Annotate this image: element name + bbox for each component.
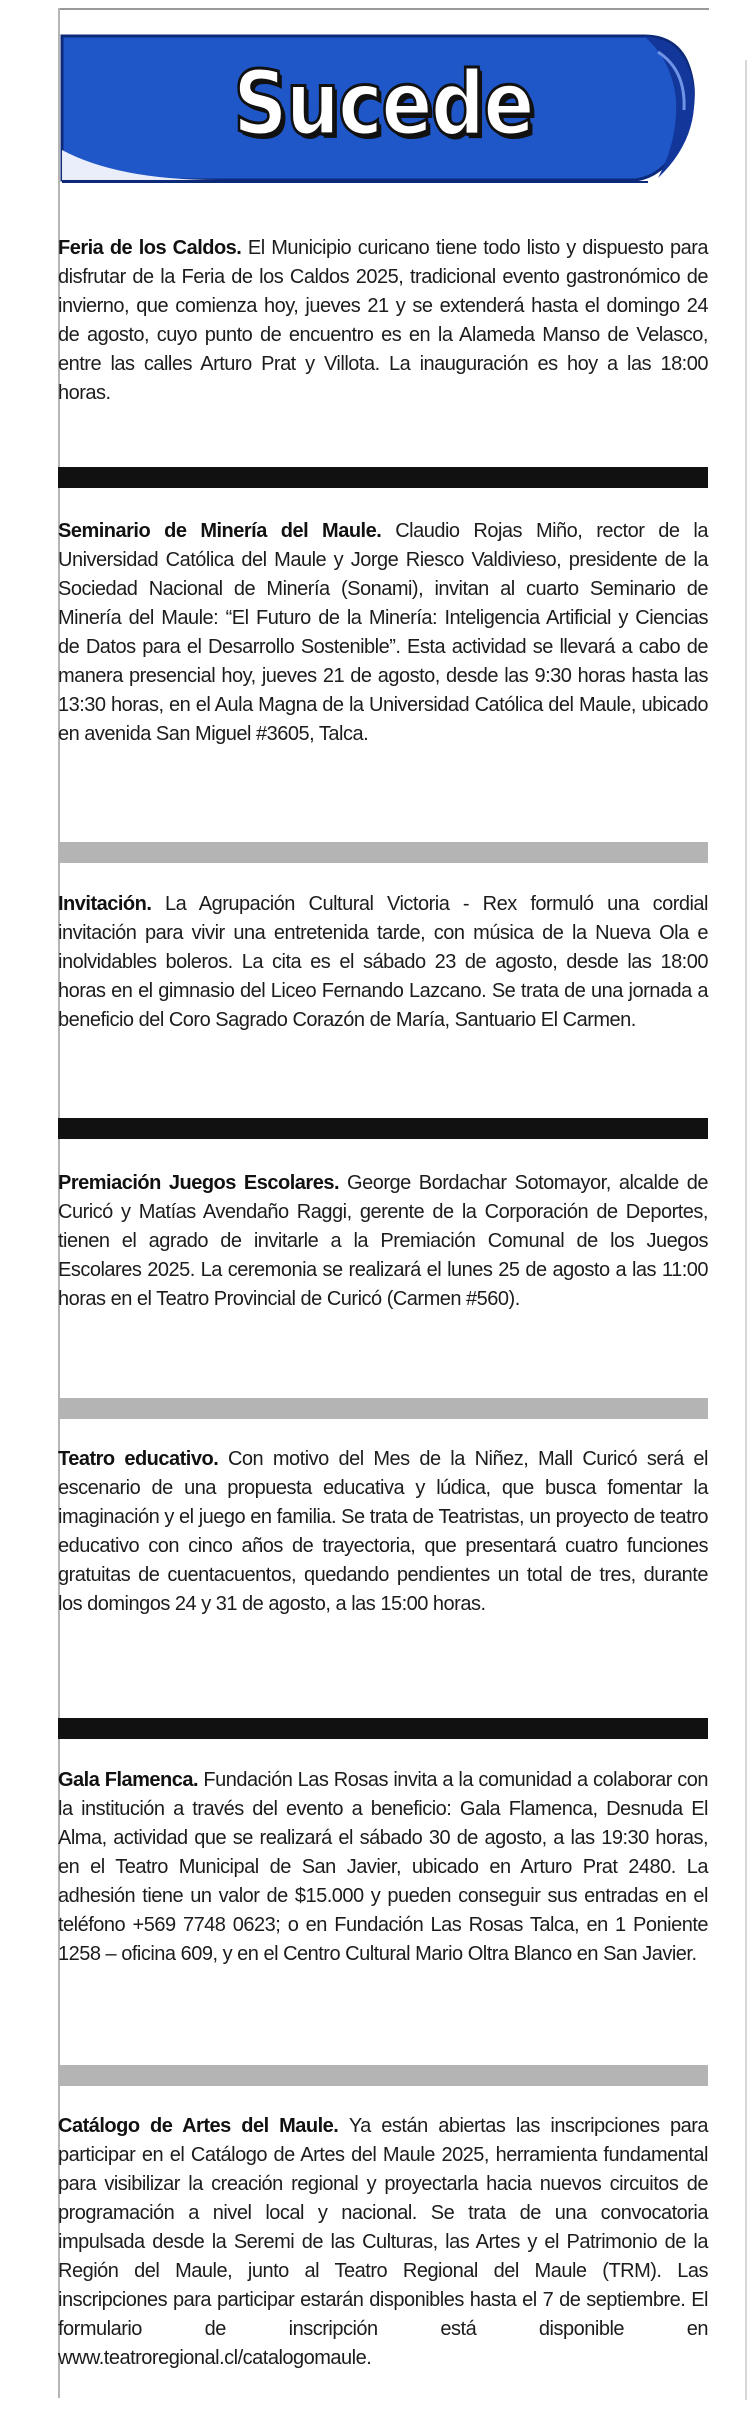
article-body: George Bordachar Sotomayor, alcalde de Curicó y Matías Avendaño Raggi, gerente de la Corporación de Deportes, tienen el agrado de invitarle a la Premiación Comunal de los Juegos Escolares 2025. La ceremonia se realizará el lunes 25 de agosto a las 11:00 horas en el Teatro Provincial de Curicó (Carmen #560). — [58, 1172, 708, 1310]
article-headline: Gala Flamenca. — [58, 1769, 204, 1791]
article-body: Ya están abiertas las inscripciones para participar en el Catálogo de Artes del Maule 2025, herramienta fundamental para visibilizar la creación regional y proyectarla hacia nuevos circuitos de programación a nivel local y nacional. Se trata de una convocatoria impulsada desde la Seremi de las Culturas, las Artes y el Patrimonio de la Región del Maule, junto al Teatro Regional del Maule (TRM). Las inscripciones para participar estarán disponibles hasta el 7 de septiembre. El formulario de inscripción está disponible en www.teatroregional.cl/catalogomaule. — [58, 2115, 708, 2369]
article-body: Fundación Las Rosas invita a la comunidad a colaborar con la institución a través del evento a beneficio: Gala Flamenca, Desnuda El Alma, actividad que se realizará el sábado 30 de agosto, a las 19:30 horas, en el Teatro Municipal de San Javier, ubicado en Arturo Prat 2480. La adhesión tiene un valor de $15.000 y pueden conseguir sus entradas en el teléfono +569 7748 0623; o en Fundación Las Rosas Talca, en 1 Poniente 1258 – oficina 609, y en el Centro Cultural Mario Oltra Blanco en San Javier. — [58, 1769, 709, 1965]
section-title: Sucede — [233, 52, 533, 155]
section-banner — [58, 30, 708, 190]
separator-bar — [58, 842, 708, 863]
article-catalogo-artes — [58, 2112, 708, 2373]
article-body: Claudio Rojas Miño, rector de la Universidad Católica del Maule y Jorge Riesco Valdivieso, presidente de la Sociedad Nacional de Minería (Sonami), invitan al cuarto Seminario de Minería del Maule: “El Futuro de la Minería: Inteligencia Artificial y Ciencias de Datos para el Desarrollo Sostenible”. Esta actividad se llevará a cabo de manera presencial hoy, jueves 21 de agosto, desde las 9:30 horas hasta las 13:30 horas, en el Aula Magna de la Universidad Católica del Maule, ubicado en avenida San Miguel #3605, Talca. — [58, 520, 708, 745]
separator-bar — [58, 2065, 708, 2086]
separator-bar — [58, 467, 708, 488]
article-headline: Feria de los Caldos. — [58, 237, 248, 259]
article-premiacion-juegos — [58, 1169, 708, 1314]
top-rule — [58, 8, 709, 10]
article-headline: Seminario de Minería del Maule. — [58, 520, 396, 542]
article-feria-caldos — [58, 234, 708, 408]
article-teatro-educativo — [58, 1445, 708, 1619]
separator-bar — [58, 1718, 708, 1739]
article-headline: Catálogo de Artes del Maule. — [58, 2115, 349, 2137]
article-gala-flamenca — [58, 1766, 708, 1969]
separator-bar — [58, 1398, 708, 1419]
right-column-rule — [745, 60, 747, 2400]
article-body: La Agrupación Cultural Victoria - Rex formuló una cordial invitación para vivir una entretenida tarde, con música de la Nueva Ola e inolvidables boleros. La cita es el sábado 23 de agosto, desde las 18:00 horas en el gimnasio del Liceo Fernando Lazcano. Se trata de una jornada a beneficio del Coro Sagrado Corazón de María, Santuario El Carmen. — [58, 893, 708, 1031]
article-body: El Municipio curicano tiene todo listo y dispuesto para disfrutar de la Feria de los Caldos 2025, tradicional evento gastronómico de invierno, que comienza hoy, jueves 21 y se extenderá hasta el domingo 24 de agosto, cuyo punto de encuentro es en la Alameda Manso de Velasco, entre las calles Arturo Prat y Villota. La inauguración es hoy a las 18:00 horas. — [58, 237, 708, 404]
article-headline: Premiación Juegos Escolares. — [58, 1172, 348, 1194]
article-seminario-mineria — [58, 517, 708, 749]
article-headline: Teatro educativo. — [58, 1448, 228, 1470]
article-body: Con motivo del Mes de la Niñez, Mall Curicó será el escenario de una propuesta educativa y lúdica, que busca fomentar la imaginación y el juego en familia. Se trata de Teatristas, un proyecto de teatro educativo con cinco años de trayectoria, que presentará cuatro funciones gratuitas de cuentacuentos, quedando pendientes un total de tres, durante los domingos 24 y 31 de agosto, a las 15:00 horas. — [58, 1448, 708, 1615]
article-headline: Invitación. — [58, 893, 165, 915]
article-invitacion — [58, 890, 708, 1035]
separator-bar — [58, 1118, 708, 1139]
